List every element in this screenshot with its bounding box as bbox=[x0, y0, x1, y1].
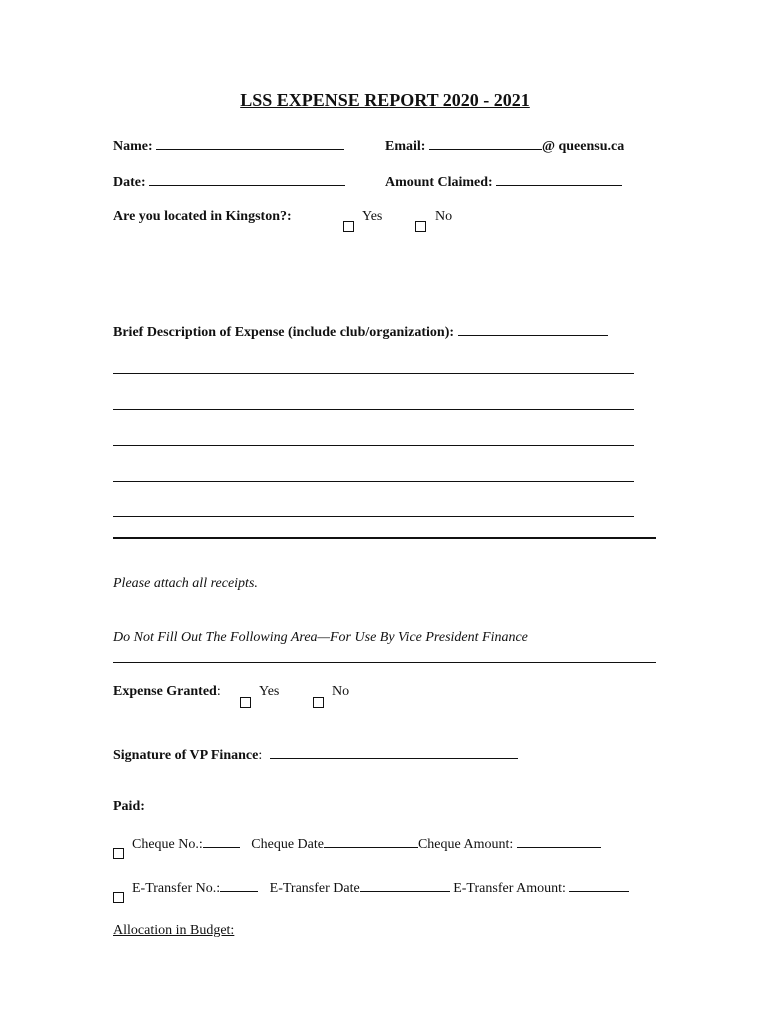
cheque-no-field[interactable] bbox=[203, 835, 240, 848]
signature-field[interactable] bbox=[270, 746, 518, 759]
signature-label: Signature of VP Finance bbox=[113, 748, 259, 763]
page-title: LSS EXPENSE REPORT 2020 - 2021 bbox=[240, 90, 530, 110]
description-line-5[interactable] bbox=[113, 516, 634, 517]
description-line-1[interactable] bbox=[113, 373, 634, 374]
description-row bbox=[113, 323, 608, 341]
expense-granted-no-label: No bbox=[332, 684, 350, 699]
cheque-amount-field[interactable] bbox=[517, 835, 601, 848]
name-row bbox=[113, 137, 344, 155]
date-row bbox=[113, 173, 345, 191]
name-label: Name: bbox=[113, 139, 153, 154]
etransfer-amount-label: E-Transfer Amount: bbox=[453, 881, 566, 896]
description-line-4[interactable] bbox=[113, 481, 634, 482]
email-suffix: @ queensu.ca bbox=[541, 139, 625, 154]
description-field[interactable] bbox=[458, 323, 608, 336]
description-line-2[interactable] bbox=[113, 409, 634, 410]
attach-receipts-note: Please attach all receipts. bbox=[113, 576, 258, 591]
etransfer-row bbox=[132, 879, 629, 897]
etransfer-no-label: E-Transfer No.: bbox=[132, 881, 221, 896]
signature-colon: : bbox=[258, 748, 263, 763]
signature-row bbox=[113, 746, 518, 764]
expense-granted-colon: : bbox=[216, 684, 221, 699]
cheque-no-label: Cheque No.: bbox=[132, 837, 203, 852]
vp-section-divider bbox=[113, 662, 656, 663]
amount-row bbox=[385, 173, 622, 191]
etransfer-date-field[interactable] bbox=[360, 879, 450, 892]
email-label: Email: bbox=[385, 139, 426, 154]
amount-claimed-label: Amount Claimed: bbox=[385, 175, 493, 190]
kingston-no-label: No bbox=[435, 209, 453, 224]
section-divider bbox=[113, 537, 656, 539]
vp-only-note: Do Not Fill Out The Following Area—For Use By Vice President Finance bbox=[113, 630, 528, 645]
description-label: Brief Description of Expense (include club/organization): bbox=[113, 325, 455, 340]
etransfer-no-field[interactable] bbox=[220, 879, 258, 892]
expense-granted-no-checkbox[interactable] bbox=[313, 697, 324, 708]
expense-granted-label: Expense Granted bbox=[113, 684, 217, 699]
cheque-row bbox=[132, 835, 601, 853]
etransfer-checkbox[interactable] bbox=[113, 892, 124, 903]
cheque-date-field[interactable] bbox=[324, 835, 418, 848]
kingston-no-checkbox[interactable] bbox=[415, 221, 426, 232]
expense-granted-row bbox=[113, 684, 221, 700]
date-field[interactable] bbox=[149, 173, 345, 186]
cheque-checkbox[interactable] bbox=[113, 848, 124, 859]
paid-label: Paid: bbox=[113, 799, 145, 814]
expense-granted-yes-checkbox[interactable] bbox=[240, 697, 251, 708]
kingston-label: Are you located in Kingston?: bbox=[113, 209, 292, 224]
description-line-3[interactable] bbox=[113, 445, 634, 446]
expense-granted-yes-label: Yes bbox=[259, 684, 280, 699]
email-field[interactable] bbox=[429, 137, 542, 150]
kingston-yes-checkbox[interactable] bbox=[343, 221, 354, 232]
cheque-date-label: Cheque Date bbox=[251, 837, 324, 852]
allocation-label: Allocation in Budget: bbox=[113, 923, 235, 938]
cheque-amount-label: Cheque Amount: bbox=[417, 837, 514, 852]
date-label: Date: bbox=[113, 175, 146, 190]
name-field[interactable] bbox=[156, 137, 344, 150]
amount-claimed-field[interactable] bbox=[496, 173, 622, 186]
email-row bbox=[385, 137, 624, 155]
kingston-yes-label: Yes bbox=[362, 209, 383, 224]
etransfer-amount-field[interactable] bbox=[569, 879, 629, 892]
etransfer-date-label: E-Transfer Date bbox=[269, 881, 360, 896]
